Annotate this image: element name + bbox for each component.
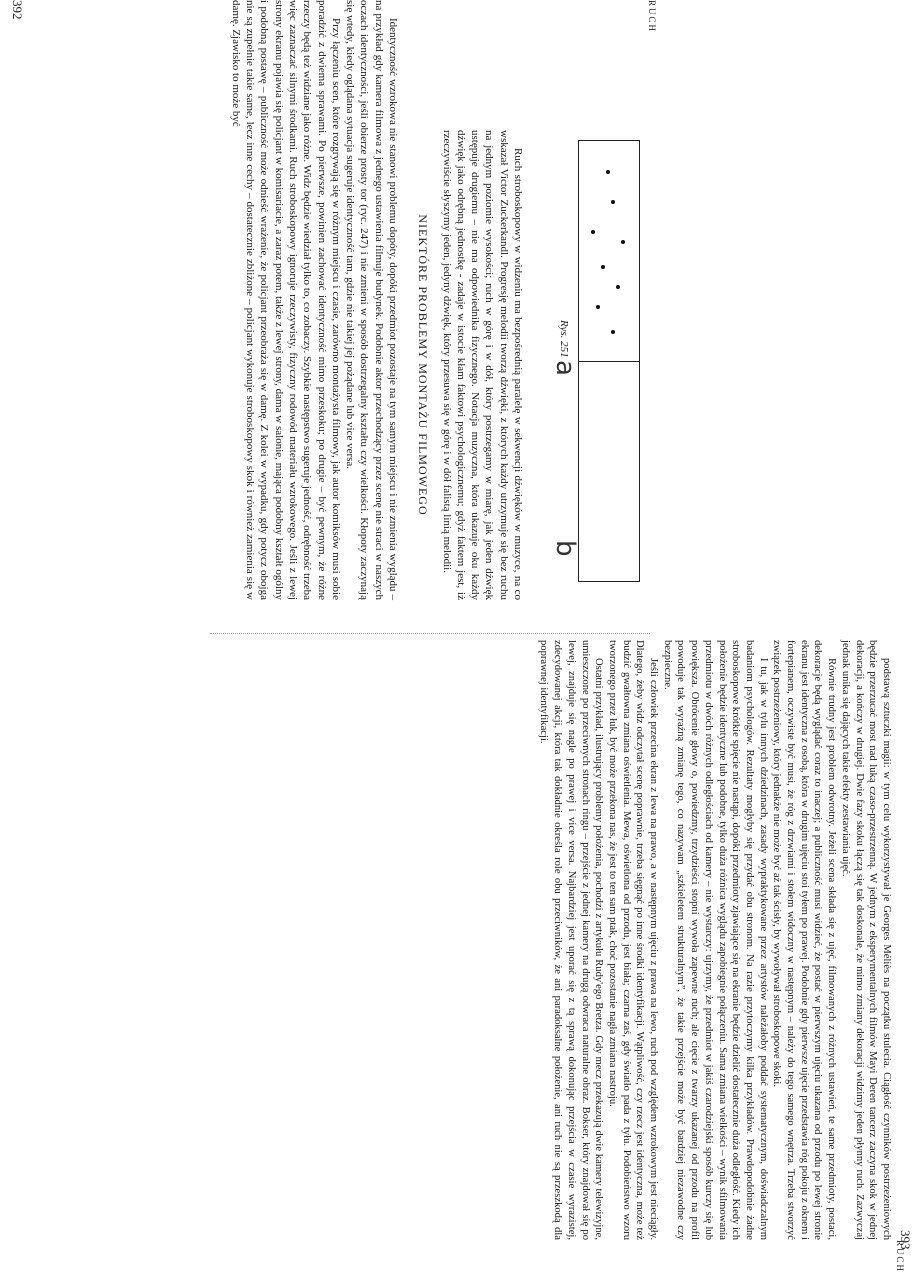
paragraph: I tu, jak w tylu innych dziedzinach, zasady wypraktykowane przez artystów należałoby poddać systematycznym, doświadczalnym badaniom psychologów. Rezultaty mogłyby się przydać obu stronom. Na razie przytoczymy kilka przykładów. Prawdopodobnie żadne stroboskopowe krótkie spięcie nie nastąpi, dopóki przedmioty zjawiające się na ekranie będzie dzielić dostatecznie duża odległość. Kiedy ich położenie będzie identyczne lub podobne, tylko duża różnica wyglądu zapobiegnie połączeniu. Sama zmiana wielkości – wynik sfilmowania przedmiotu w dwóch różnych odległościach od kamery – nie wystarczy: ujrzymy, że przedmiot w jakiś czarodziejski sposób kurczy się lub powiększa. Obrócenie głowy o, powiedzmy, trzydzieści stopni wywoła zapewne ruch; ale cięcie z twarzy ukazanej od przodu na profil powoduje tak wyraźną zmianę tego, co nazywam „szkieletem strukturalnym”, że takie przejście może być bardziej niezawodne czy bezpieczne. — [661, 640, 769, 1240]
figure-label-a: a — [550, 360, 580, 376]
right-page — [538, 640, 913, 1273]
figure-caption: Rys. 251 — [558, 320, 570, 358]
figure-dot — [611, 330, 615, 334]
left-page-number: 392 — [10, 0, 25, 20]
figure-dot — [601, 265, 605, 269]
left-body — [228, 0, 400, 600]
right-body — [537, 640, 893, 1240]
left-running-head: RUCH — [647, 0, 657, 34]
figure-dot — [606, 170, 610, 174]
figure-dot — [591, 230, 595, 234]
section-heading: NIEKTÓRE PROBLEMY MONTAŻU FILMOWEGO — [416, 214, 430, 516]
figure-a-box — [578, 140, 640, 582]
figure-dot — [611, 200, 615, 204]
figure-label-b: b — [550, 540, 580, 557]
right-page-number: 393 — [898, 1230, 913, 1250]
right-running-head: RUCH — [895, 1240, 905, 1273]
figure-a-divider — [579, 361, 639, 362]
left-page — [0, 0, 655, 602]
gutter-line — [210, 633, 650, 635]
paragraph: Identyczność wzrokowa nie stanowi problemu dopóty, dopóki przedmiot pozostaje na tym samym miejscu i nie zmienia wyglądu – na przykład gdy kamera filmowa z jednego ustawienia filmuje budynek. Podobnie aktor przechodzący przez scenę nie straci w naszych oczach identyczności, jeśli obierze prosty tor (ryc. 247) i nie zmieni w sposób dostrzegalny kształtu czy wielkości. Kłopoty zaczynają się wtedy, kiedy oglądana sytuacja sugeruje identyczność tam, gdzie nie takiej jej pożądane lub vice versa. — [344, 0, 399, 600]
figure-dot — [621, 240, 625, 244]
paragraph: Ruch stroboskopowy w widzeniu ma bezpośrednią paralelę w sekwencji dźwięków w muzyce, na co wskazał Victor Zuckerkandl. Progresję melodii tworzą dźwięki, z których każdy utrzymuje się bez ruchu na jednym poziomie wysokości; ruch w górę i w dół, który postrzegamy w miarę, jak jeden dźwięk ustępuje drugiemu – nie ma odpowiednika fizycznego. Notacja muzyczna, która ukazuje oku każdy dźwięk jako odrębną jednostkę - zadaje w istocie kłam faktowi psychologicznemu; gdyż faktem jest, iż rzeczywiście słyszymy jeden, jedyny dźwięk, który przesuwa się w górę i w dół falistą linią melodii. — [440, 130, 524, 600]
paragraph: Jeśli człowiek przecina ekran z lewa na prawo, a w następnym ujęciu z prawa na lewo, ruch pod względem wzrokowym jest nieciągły. Dlatego, żeby widz odczytał scenę poprawnie, trzeba sięgnąć po inne środki identyfikacji. Wątpliwość, czy rzecz jest identyczna, może też budzić gwałtowna zmiana oświetlenia. Mewa, oświetlona od przodu, jest biała; czarna zaś, gdy światło pada z tyłu. Podobieństwo wzoru tworzonego przez łuk, być może przekona nas, że jest to ten sam ptak, choć pozostanie nagła zmiana nastroju. — [606, 640, 660, 1240]
paragraph: podstawą sztuczki magii: w tym celu wykorzystywał je Georges Méliès na początku stulecia. Ciągłość czynników postrzeżeniowych będzie przerzucać most nad luką czaso-przestrzenną. W jednym z eksperymentalnych filmów Mayi Deren tancerz zaczyna skok w jednej dekoracji, a kończy w drugiej. Dwie fazy skoku łączą się tak doskonale, że mimo zmiany dekoracji widzimy jeden płynny ruch. Zazwyczaj jednak unika się dających takie efekty zestawiania ujęć. — [839, 640, 892, 1240]
figure-dot — [616, 285, 620, 289]
paragraph: Ostatni przykład, ilustrujący problemy położenia, pochodzi z artykułu Rudy'ego Bretza. Gdy mecz przekazują dwie kamery telewizyjne, umieszczone po przeciwnych stronach ringu – przejście z jednej kamery na drugą odwraca naturalne obraz. Bokser, który znajdował się po lewej, znajduje się nagle po prawej i vice versa. Najbardziej jest uporać się z tą sprawą dokonując przejścia w czasie wyrazistej, zdecydowanej akcji, która tak dokładnie określa role obu przeciwników, że ani paradoksalne położenie, ani ruch nie są przeszkodą dla poprawnej identyfikacji. — [538, 640, 605, 1240]
paragraph: Przy łączeniu scen, które rozgrywają się w różnym miejscu i czasie, zarówno montażysta filmowy, jak autor komiksów musi sobie poradzić z dwiema sprawami. Po pierwsze, powinien zachować identyczność mimo przeskoku; po drugie – być pewnym, że różne rzeczy będą też widziane jako różne. Widz będzie wiedział tylko to, co zobaczy. Szybkie następstwo sugeruje jedność, odrębność trzeba więc zaznaczać silnymi środkami. Ruch stroboskopowy ignoruje rzeczywisty, fizyczny rodowód materiału wzrokowego. Jeśli z lewej strony ekranu pojawia się policjant w komisariacie, a zaraz potem, także z lewej strony, dama w salonie, mająca podobny kształt ogólny i podobną postawę – publiczność może odnieść wrażenie, że policjant przeobraża się w damę. Z kolei w wypadku, gdy potycz obojga nie są zupełnie takie same, lecz inne cechy – dostatecznie zbliżone – policjant wykonuje stroboskopowy skok i również zamienia się w damę. Zjawisko to może być — [229, 0, 342, 600]
figure-dot — [596, 305, 600, 309]
paragraph: Równie trudny jest problem odwrotny. Jeżeli scena składa się z ujęć, filmowanych z różnych ustawień, te same przedmioty, postaci, dekoracje będą wyglądać coraz to inaczej; a publiczność musi widzieć, że postać w pierwszym ujęciu ukazana od przodu po lewej stronie ekranu jest identyczna z osobą, która w drugim ujęciu stoi tyłem po prawej. Podobnie gdy pierwsze ujęcie przedstawia róg pokoju z oknem i fortepianem, oczywiste być musi, że róg z drzwiami i stołem widoczny w następnym – należy do tego samego wnętrza. Trzeba stworzyć związek postrzeżeniowy, który jednakże nie może być aż tak ścisły, by wywoływał stroboskopowe skoki. — [771, 640, 838, 1240]
intro-paragraph — [439, 130, 525, 600]
